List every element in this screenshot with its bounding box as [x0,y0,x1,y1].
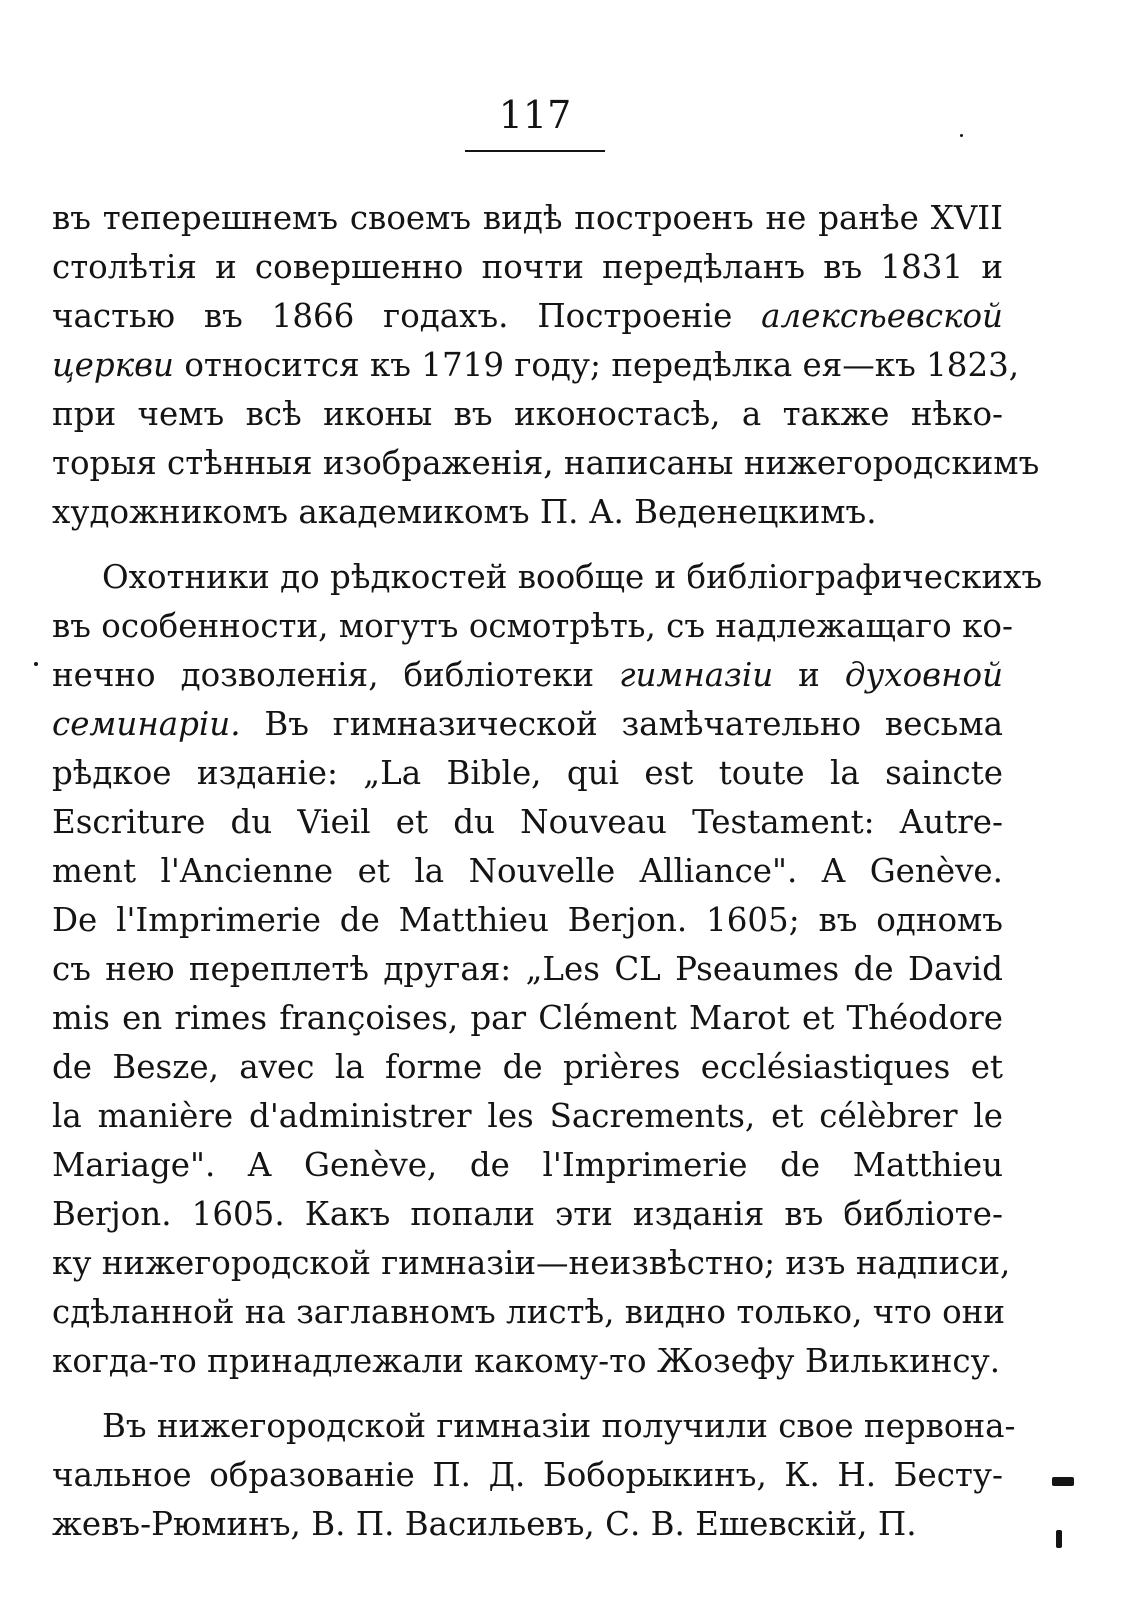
text-line [52,341,1020,390]
text-run: духовной [844,656,1003,694]
paragraph [52,553,1043,1386]
text-run: Berjon. 1605. Какъ попали эти изданія въ библіоте- [52,1195,1003,1233]
text-run: рѣдкое изданіе: „La Bible, qui est toute la saincte [52,754,1003,792]
paragraph [52,1402,1016,1549]
ink-speck [960,134,963,137]
text-run: относится къ 1719 году; передѣлка ея—къ 1823, [173,346,1020,384]
text-line [52,292,1003,341]
text-line [52,439,1040,488]
text-run: въ теперешнемъ своемъ видѣ построенъ не ранѣе XVII [52,199,1003,237]
text-run: алексѣевской [761,297,1003,335]
text-run: въ особенности, могутъ осмотрѣть, съ надлежащаго ко- [52,607,1013,645]
body-text [52,194,1043,1549]
page-number: 117 [498,93,572,137]
text-line [52,1239,1011,1288]
text-line [52,1092,1003,1141]
text-run: mis en rimes françoises, par Clément Marot et Théodore [52,999,1003,1037]
text-run: Mariage". A Genève, de l'Imprimerie de Matthieu [52,1146,1003,1184]
text-run: Escriture du Vieil et du Nouveau Testament: Autre- [52,803,1003,841]
text-line [52,194,1003,243]
text-run: гимназіи [619,656,774,694]
text-run: Охотники до рѣдкостей вообще и библіографическихъ [102,558,1043,596]
text-line [52,994,1003,1043]
text-line [52,896,1003,945]
paragraph [52,194,1040,537]
text-run: la manière d'administrer les Sacrements, et célèbrer le [52,1097,1003,1135]
text-run: чальное образованіе П. Д. Боборыкинъ, К. Н. Бесту- [52,1456,1003,1494]
text-run: съ нею переплетѣ другая: „Les CL Pseaumes de David [52,950,1003,988]
text-line [52,1288,1006,1337]
text-line [52,1043,1003,1092]
ink-speck [1052,1477,1074,1486]
text-run: при чемъ всѣ иконы въ иконостасѣ, а также нѣко- [52,395,1003,433]
text-line [52,1402,1016,1451]
text-run: когда-то принадлежали какому-то Жозефу Вилькинсу. [52,1342,1001,1380]
text-line [52,488,1003,537]
text-run: ment l'Ancienne et la Nouvelle Alliance". A Genève. [52,852,1003,890]
text-line [52,1451,1003,1500]
text-line [52,700,1003,749]
text-run: торыя стѣнныя изображенія, написаны нижегородскимъ [52,444,1040,482]
text-run: жевъ-Рюминъ, В. П. Васильевъ, С. В. Ешевскій, П. [52,1505,917,1543]
text-run: De l'Imprimerie de Matthieu Berjon. 1605; въ одномъ [52,901,1003,939]
text-run: семинаріи. [52,705,241,743]
text-run: столѣтія и совершенно почти передѣланъ въ 1831 и [52,248,1003,286]
text-line [52,945,1003,994]
text-line [52,1337,1003,1386]
text-run: церкви [52,346,174,384]
text-run: и [773,656,845,694]
text-line [52,553,1043,602]
text-line [52,1500,1003,1549]
text-run: сдѣланной на заглавномъ листѣ, видно только, что они [52,1293,1006,1331]
text-line [52,602,1013,651]
text-line [52,1190,1003,1239]
text-line [52,243,1003,292]
ink-speck [34,662,38,666]
text-line [52,390,1003,439]
text-run: нечно дозволенія, библіотеки [52,656,620,694]
text-line [52,651,1003,700]
text-line [52,847,1003,896]
text-line [52,1141,1003,1190]
text-line [52,798,1003,847]
text-run: частью въ 1866 годахъ. Построеніе [52,297,762,335]
text-run: Въ гимназической замѣчательно весьма [240,705,1003,743]
text-run: de Besze, avec la forme de prières ecclésiastiques et [52,1048,1003,1086]
text-line [52,749,1003,798]
ink-speck [1056,1530,1062,1548]
header-rule [465,150,605,152]
text-run: Въ нижегородской гимназіи получили свое первона- [102,1407,1016,1445]
text-run: ку нижегородской гимназіи—неизвѣстно; изъ надписи, [52,1244,1011,1282]
text-run: художникомъ академикомъ П. А. Веденецкимъ. [52,493,877,531]
